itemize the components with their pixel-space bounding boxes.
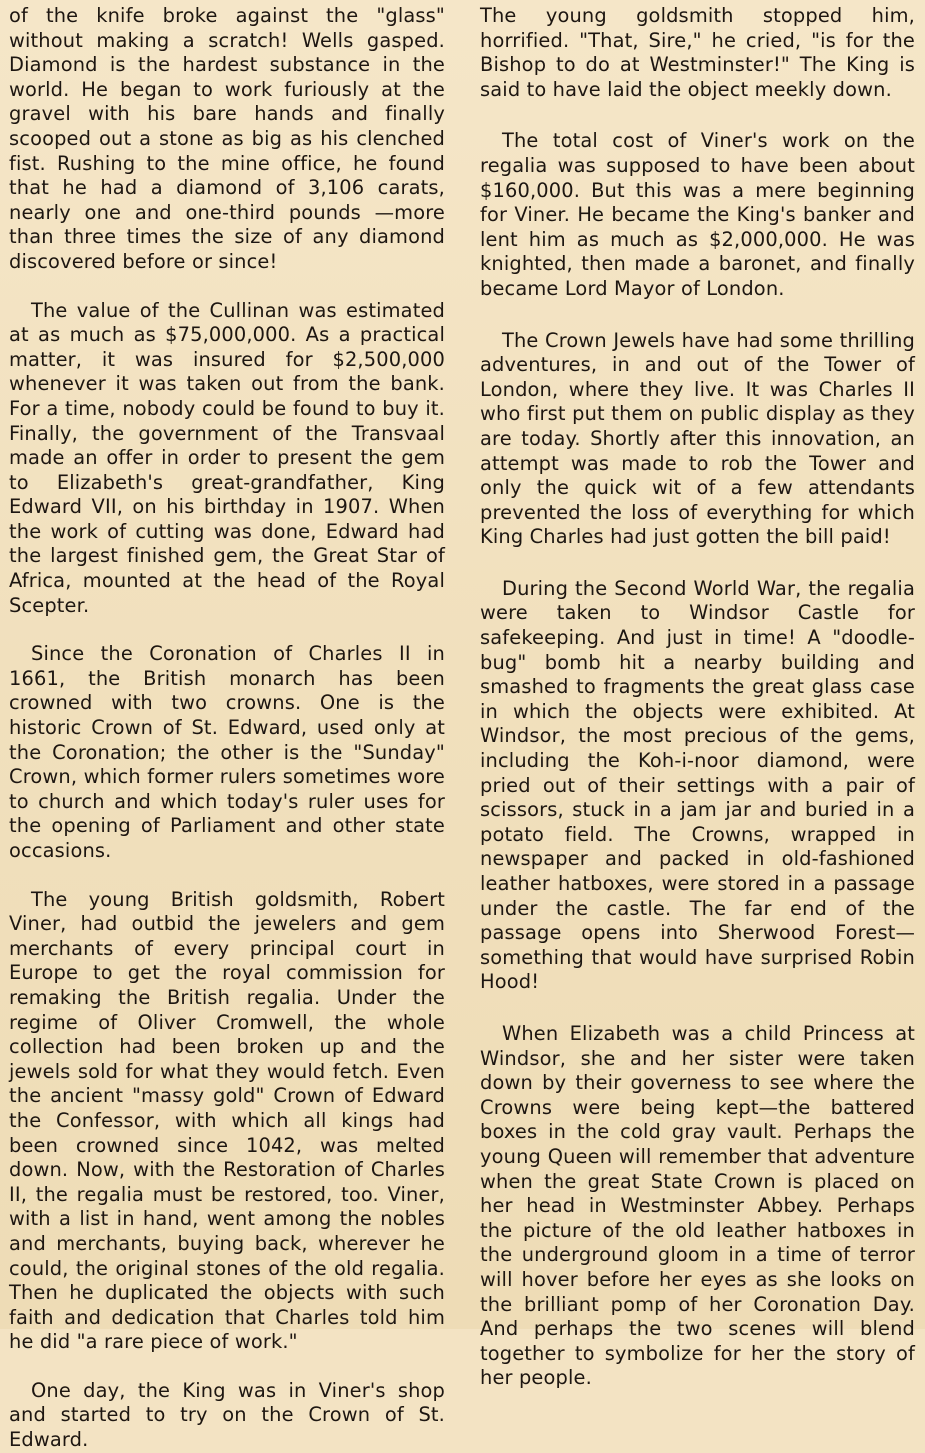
paragraph: When Elizabeth was a child Princess at Windsor, she and her sister were taken down by their governess to see where the Crowns were being kept—the battered boxes in the cold gray vault. Perhaps the young Queen will remember that adventure when the great State Crown is placed on her head in Westminster Abbey. Perhaps the picture of the old leather hatboxes in the underground gloom in a time of terror will hover before her eyes as she looks on the brilliant pomp of her Coronation Day. And perhaps the two scenes will blend together to symbolize for her the story of her people. [480, 1021, 915, 1390]
paragraph: One day, the King was in Viner's shop and started to try on the Crown of St. Edward. [9, 1378, 445, 1452]
right-column [480, 4, 915, 1391]
paragraph: The total cost of Viner's work on the regalia was supposed to have been about $160,000. But this was a mere beginning for Viner. He became the King's banker and lent him as much as $2,000,000. He was knighted, then made a baronet, and finally became Lord Mayor of London. [480, 129, 915, 300]
paragraph: of the knife broke against the "glass" without making a scratch! Wells gasped. Diamond is the hardest substance in the world. He began to work furiously at the gravel with his bare hands and finally scooped out a stone as big as his clenched fist. Rushing to the mine office, he found that he had a diamond of 3,106 carats, nearly one and one-third pounds —more than three times the size of any diamond discovered before or since! [9, 4, 445, 273]
paragraph: The Crown Jewels have had some thrilling adventures, in and out of the Tower of London, where they live. It was Charles II who first put them on public display as they are today. Shortly after this innovation, an attempt was made to rob the Tower and only the quick wit of a few attendants prevented the loss of everything for which King Charles had just gotten the bill paid! [480, 328, 915, 549]
paragraph: The young goldsmith stopped him, horrified. "That, Sire," he cried, "is for the Bishop to do at Westminster!" The King is said to have laid the object meekly down. [480, 4, 915, 101]
paragraph: Since the Coronation of Charles II in 1661, the British monarch has been crowned with two crowns. One is the historic Crown of St. Edward, used only at the Coronation; the other is the "Sunday" Crown, which former rulers sometimes wore to church and which today's ruler uses for the opening of Parliament and other state occasions. [9, 642, 445, 862]
left-column [9, 4, 445, 1453]
paragraph: The young British goldsmith, Robert Viner, had outbid the jewelers and gem merchants of every principal court in Europe to get the royal commission for remaking the British regalia. Under the regime of Oliver Cromwell, the whole collection had been broken up and the jewels sold for what they would fetch. Even the ancient "massy gold" Crown of Edward the Confessor, with which all kings had been crowned since 1042, was melted down. Now, with the Restoration of Charles II, the regalia must be restored, too. Viner, with a list in hand, went among the nobles and merchants, buying back, wherever he could, the original stones of the old regalia. Then he duplicated the objects with such faith and dedication that Charles told him he did "a rare piece of work." [9, 887, 445, 1354]
paragraph: The value of the Cullinan was estimated at as much as $75,000,000. As a practical matter, it was insured for $2,500,000 whenever it was taken out from the bank. For a time, nobody could be found to buy it. Finally, the government of the Transvaal made an offer in order to present the gem to Elizabeth's great-grandfather, King Edward VII, on his birthday in 1907. When the work of cutting was done, Edward had the largest finished gem, the Great Star of Africa, mounted at the head of the Royal Scepter. [9, 298, 445, 617]
paragraph: During the Second World War, the regalia were taken to Windsor Castle for safekeeping. And just in time! A "doodle-bug" bomb hit a nearby building and smashed to fragments the great glass case in which the objects were exhibited. At Windsor, the most precious of the gems, including the Koh-i-noor diamond, were pried out of their settings with a pair of scissors, stuck in a jam jar and buried in a potato field. The Crowns, wrapped in newspaper and packed in old-fashioned leather hatboxes, were stored in a passage under the castle. The far end of the passage opens into Sherwood Forest—something that would have surprised Robin Hood! [480, 576, 915, 994]
